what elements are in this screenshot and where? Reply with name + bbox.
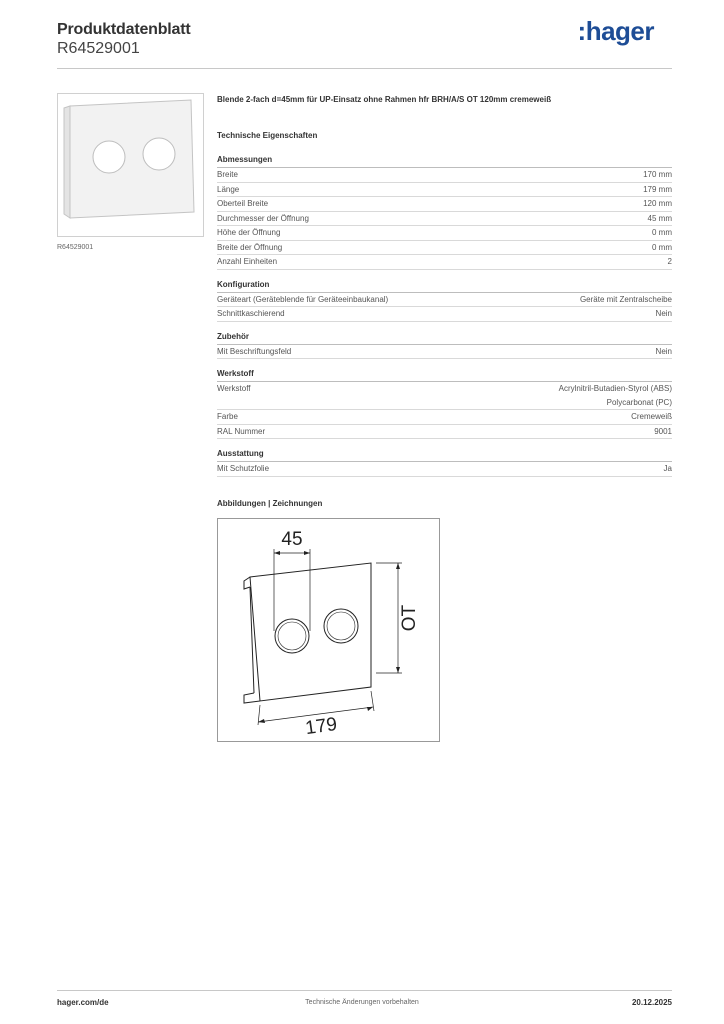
property-value: 120 mm	[643, 199, 672, 208]
figures-title: Abbildungen | Zeichnungen	[217, 498, 323, 508]
property-row	[217, 212, 672, 227]
logo-mark: :	[577, 16, 586, 46]
property-row	[217, 226, 672, 241]
property-row	[217, 307, 672, 322]
hager-logo	[578, 16, 654, 47]
property-row	[217, 462, 672, 477]
property-value: 9001	[654, 426, 672, 436]
group-title: Zubehör	[217, 332, 672, 345]
property-groups	[217, 155, 672, 477]
property-label: Anzahl Einheiten	[217, 257, 278, 266]
footer-website: hager.com/de	[57, 998, 109, 1007]
property-row	[217, 241, 672, 256]
property-value: Nein	[655, 346, 672, 356]
property-label: Geräteart (Geräteblende für Geräteeinbaukanal)	[217, 294, 389, 304]
property-label: RAL Nummer	[217, 426, 266, 436]
property-value: Geräte mit Zentralscheibe	[579, 294, 672, 304]
section-title: Technische Eigenschaften	[217, 131, 318, 140]
property-value: 170 mm	[643, 170, 672, 179]
property-value: 179 mm	[643, 184, 672, 194]
property-label: Mit Beschriftungsfeld	[217, 346, 292, 356]
property-row	[217, 382, 672, 410]
drawing-svg	[218, 519, 439, 741]
property-value: 45 mm	[647, 213, 672, 223]
property-label: Höhe der Öffnung	[217, 228, 281, 237]
property-label: Länge	[217, 184, 240, 194]
group-title: Ausstattung	[217, 449, 672, 462]
property-label: Farbe	[217, 412, 238, 421]
property-row	[217, 197, 672, 212]
property-label: Breite	[217, 170, 238, 179]
length-dimension: 179	[304, 713, 339, 740]
property-row	[217, 255, 672, 270]
product-details	[217, 95, 672, 508]
property-value: Acrylnitril-Butadien-Styrol (ABS) Polycarbonat (PC)	[558, 384, 672, 407]
footer-divider	[57, 990, 672, 991]
property-value: 0 mm	[652, 242, 672, 252]
property-group	[217, 449, 672, 477]
property-label: Schnittkaschierend	[217, 309, 285, 318]
technical-drawing	[217, 518, 440, 742]
product-photo	[58, 94, 203, 236]
thumbnail-caption: R64529001	[57, 244, 94, 251]
property-label: Oberteil Breite	[217, 199, 269, 208]
height-dimension: OT	[399, 604, 420, 632]
property-label: Durchmesser der Öffnung	[217, 213, 309, 223]
product-title: Blende 2-fach d=45mm für UP-Einsatz ohne Rahmen hfr BRH/A/S OT 120mm cremeweiß	[217, 95, 552, 104]
property-row	[217, 293, 672, 308]
group-title: Abmessungen	[217, 155, 672, 168]
header-divider	[57, 68, 672, 69]
diameter-dimension: 45	[281, 529, 303, 550]
property-group	[217, 155, 672, 270]
property-label: Mit Schutzfolie	[217, 464, 270, 473]
page-title: Produktdatenblatt	[57, 21, 191, 38]
property-value: 2	[667, 257, 672, 266]
group-title: Konfiguration	[217, 280, 672, 293]
property-row	[217, 425, 672, 440]
property-value: 0 mm	[652, 228, 672, 237]
property-value: Cremeweiß	[631, 412, 672, 421]
property-label: Breite der Öffnung	[217, 242, 283, 252]
property-group	[217, 280, 672, 322]
logo-text: hager	[585, 16, 654, 46]
footer-date: 20.12.2025	[631, 998, 672, 1007]
property-row	[217, 345, 672, 360]
footer-disclaimer: Technische Änderungen vorbehalten	[305, 999, 419, 1006]
property-group	[217, 369, 672, 439]
group-title: Werkstoff	[217, 369, 672, 382]
property-label: Werkstoff	[217, 384, 251, 393]
property-row	[217, 183, 672, 198]
property-value: Ja	[663, 464, 672, 473]
property-group	[217, 332, 672, 360]
property-row	[217, 410, 672, 425]
product-thumbnail	[57, 93, 204, 237]
property-value: Nein	[655, 309, 672, 318]
property-row	[217, 168, 672, 183]
product-code: R64529001	[57, 40, 140, 57]
